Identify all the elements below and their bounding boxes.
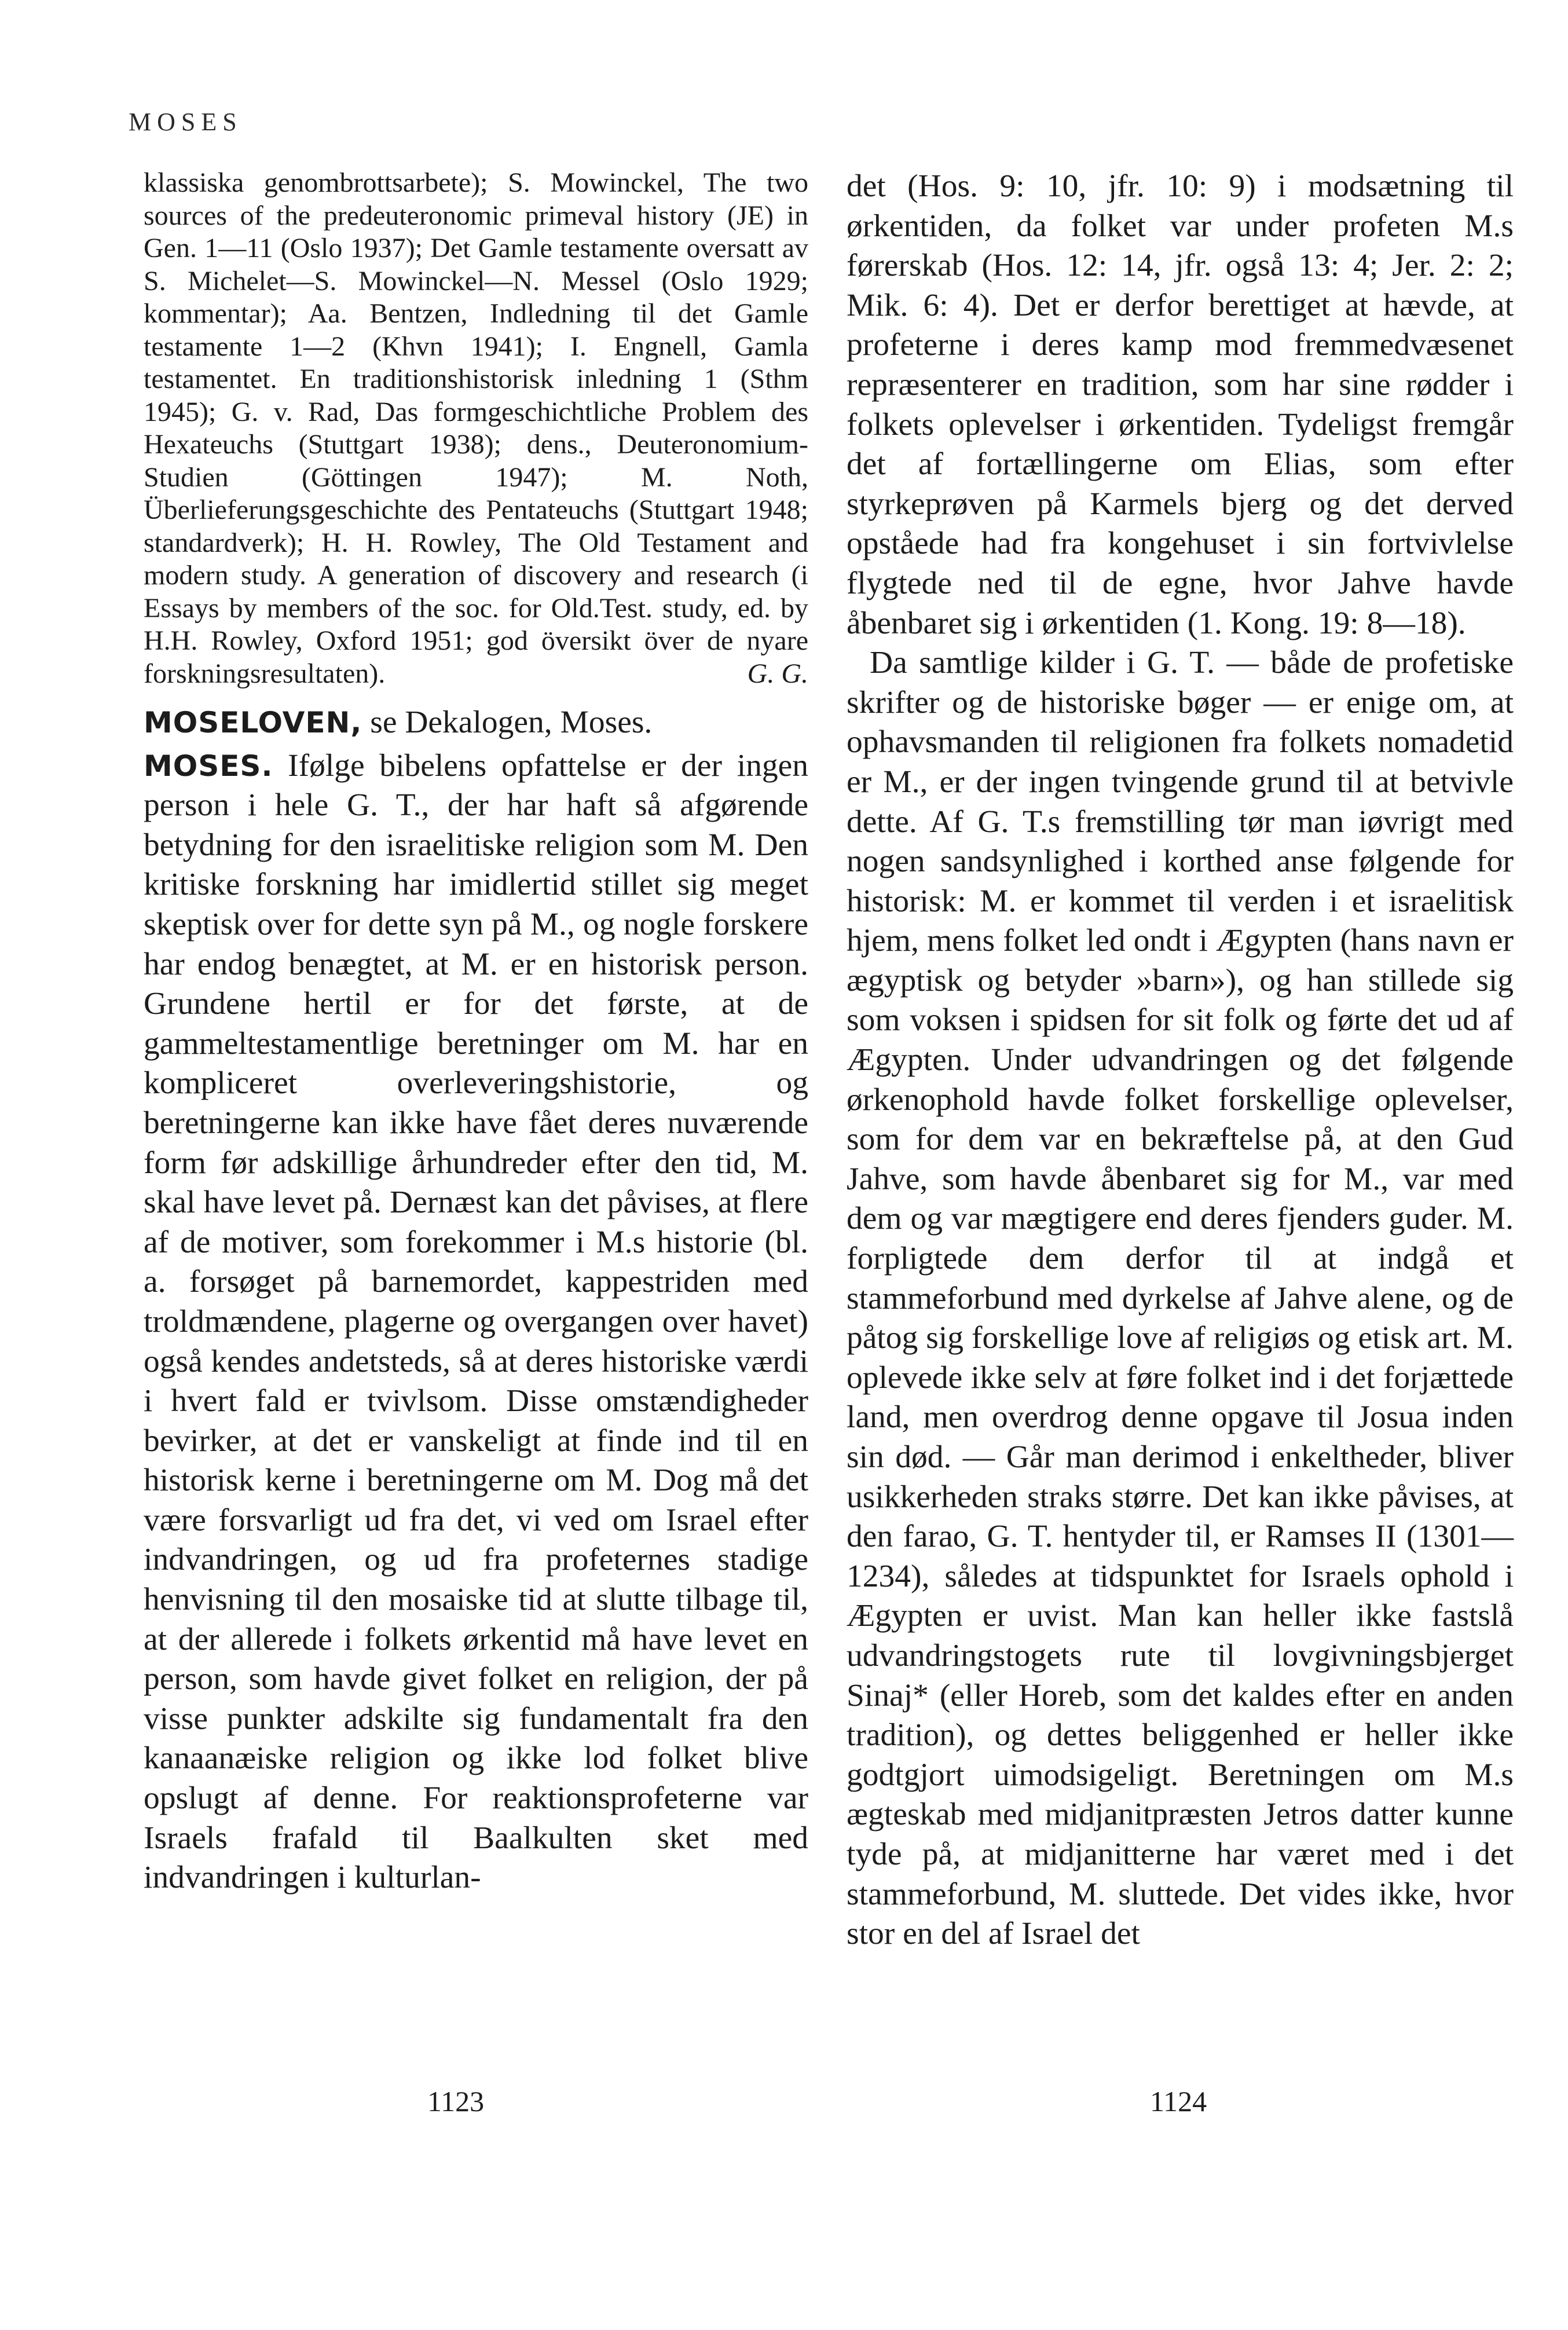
bibliography-text: klassiska genombrottsarbete); S. Mowinckel, The two sources of the predeuteronomic primeval history (JE) in Gen. 1—11 (Oslo 1937); Det Gamle testamente oversatt av S. Michelet—S. Mowinckel—N. Messel (Oslo 1929; kommentar); Aa. Bentzen, Indledning til det Gamle testamente 1—2 (Khvn 1941); I. Engnell, Gamla testamentet. En traditionshistorisk inledning 1 (Sthm 1945); G. v. Rad, Das formgeschichtliche Problem des Hexateuchs (Stuttgart 1938); dens., Deuteronomium-Studien (Göttingen 1947); M. Noth, Überlieferungsgeschichte des Pentateuchs (Stuttgart 1948; standardverk); H. H. Rowley, The Old Testament and modern study. A generation of discovery and research (i Essays by members of the soc. for Old.Test. study, ed. by H.H. Rowley, Oxford 1951; god översikt över de nyare forskningsresultaten). (144, 167, 808, 689)
entry-text: Ifølge bibelens opfattelse er der ingen person i hele G. T., der har haft så afgørende betydning for den israelitiske religion som M. Den kritiske forskning har imidlertid stillet sig meget skeptisk over for dette syn på M., og nogle forskere har endog benægtet, at M. er en historisk person. Grundene hertil er for det første, at de gammeltestamentlige beretninger om M. har en kompliceret overleveringshistorie, og beretningerne kan ikke have fået deres nuværende form før adskillige århundreder efter den tid, M. skal have levet på. Dernæst kan det påvises, at flere af de motiver, som forekommer i M.s historie (bl. a. forsøget på barnemordet, kappestriden med troldmændene, plagerne og overgangen over havet) også kendes andetsteds, så at deres historiske værdi i hvert fald er tvivlsom. Disse omstændigheder bevirker, at det er vanskeligt at finde ind til en historisk kerne i beretningerne om M. Dog må det være forsvarligt ud fra det, vi ved om Israel efter indvandringen, og ud fra profeternes stadige henvisning til den mosaiske tid at slutte tilbage til, at der allerede i folkets ørkentid må have levet en person, som havde givet folket en religion, der på visse punkter adskilte sig fundamentalt fra den kanaanæiske religion og ikke lod folket blive opslugt af denne. For reaktionsprofeterne var Israels frafald til Baalkulten sket med indvandringen i kulturlan- (144, 748, 809, 1896)
author-signature: G. G. (747, 658, 808, 689)
main-entry (144, 746, 808, 1898)
left-column (144, 167, 808, 1898)
page-number-right: 1124 (1150, 2085, 1207, 2117)
crossref-text: se Dekalogen, Moses. (370, 705, 653, 740)
continued-paragraph: det (Hos. 9: 10, jfr. 10: 9) i modsætning til ørkentiden, da folket var under profeten M.s førerskab (Hos. 12: 14, jfr. også 13: 4; Jer. 2: 2; Mik. 6: 4). Det er derfor berettiget at hævde, at profeterne i deres kamp mod fremmedvæsenet repræsenterer en tradition, som har sine rødder i folkets oplevelser i ørkentiden. Tydeligst fremgår det af fortællingerne om Elias, som efter styrkeprøven på Karmels bjerg og det derved opståede had fra kongehuset i sin fortvivlelse flygtede ned til de egne, hvor Jahve havde åbenbaret sig i ørkentiden (1. Kong. 19: 8—18). (847, 168, 1514, 641)
body-paragraph: Da samtlige kilder i G. T. — både de profetiske skrifter og de historiske bøger — er enige om, at ophavsmanden til religionen fra folkets nomadetid er M., er der ingen tvingende grund til at betvivle dette. Af G. T.s fremstilling tør man iøvrigt med nogen sandsynlighed i korthed anse følgende for historisk: M. er kommet til verden i et israelitisk hjem, mens folket led ondt i Ægypten (hans navn er ægyptisk og betyder »barn»), og han stillede sig som voksen i spidsen for sit folk og førte det ud af Ægypten. Under udvandringen og det følgende ørkenophold havde folket forskellige oplevelser, som for dem var en bekræftelse på, at den Gud Jahve, som havde åbenbaret sig for M., var med dem og var mægtigere end deres fjenders guder. M. forpligtede dem derfor til at indgå et stammeforbund med dyrkelse af Jahve alene, og de påtog sig forskellige love af religiøs og etisk art. M. oplevede ikke selv at føre folket ind i det forjættede land, men overdrog denne opgave til Josua inden sin død. — Går man derimod i enkeltheder, bliver usikkerheden straks større. Det kan ikke påvises, at den farao, G. T. hentyder til, er Ramses II (1301—1234), således at tidspunktet for Israels ophold i Ægypten er uvist. Man kan heller ikke fastslå udvandringstogets rute til lovgivningsbjerget Sinaj* (eller Horeb, som det kaldes efter en anden tradition), og dettes beliggenhed er heller ikke godtgjort uimodsigeligt. Beretningen om M.s ægteskab med midjanitpræsten Jetros datter kunne tyde på, at midjanitterne har været med i det stammeforbund, M. sluttede. Det vides ikke, hvor stor en del af Israel det (847, 645, 1514, 1952)
entry-headword: MOSES. (144, 749, 273, 783)
crossref-entry (144, 703, 808, 743)
right-column (847, 167, 1514, 1954)
page-number-left: 1123 (427, 2085, 485, 2117)
running-head: MOSES (129, 108, 243, 136)
crossref-headword: MOSELOVEN, (144, 706, 362, 739)
bibliography-paragraph (144, 167, 808, 690)
